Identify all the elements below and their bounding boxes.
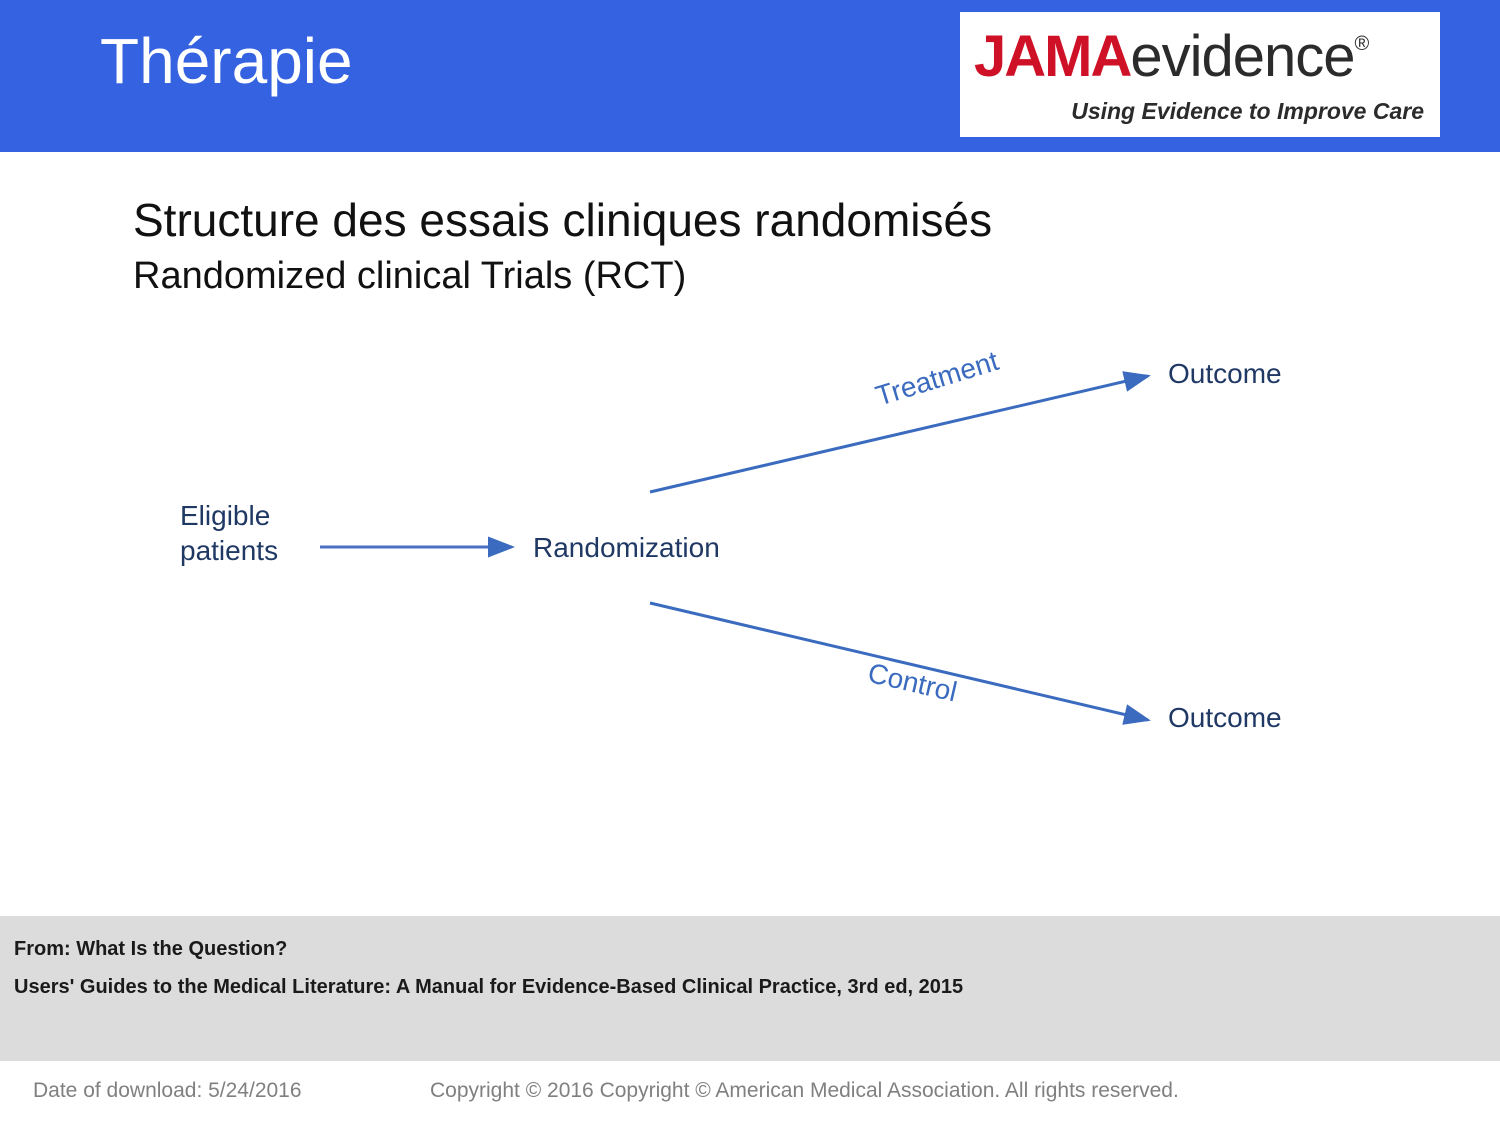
logo-tagline: Using Evidence to Improve Care [1071,98,1424,124]
slide-header-bar [0,0,1500,152]
logo-brand-primary: JAMA [974,24,1131,89]
citation-panel [0,916,1500,1061]
node-eligible-patients-line1: Eligible [180,500,271,531]
page-title: Thérapie [100,25,353,97]
slide-footer [0,1061,1500,1125]
logo-brand-secondary: evidence [1130,24,1355,89]
diagram-canvas [0,320,1500,880]
copyright-notice: Copyright © 2016 Copyright © American Medical Association. All rights reserved. [430,1079,1179,1102]
edge-label-treatment: Treatment [872,344,1003,412]
edge-label-control: Control [865,657,960,708]
citation-source: From: What Is the Question? [14,938,288,960]
node-eligible-patients [180,498,278,568]
rct-flow-diagram [0,320,1500,880]
node-randomization: Randomization [533,532,720,563]
slide-title: Structure des essais cliniques randomisés [133,194,993,246]
node-outcome-treatment: Outcome [1168,358,1282,389]
jama-evidence-logo [960,12,1440,137]
edge-control [650,603,1148,720]
slide-subtitle: Randomized clinical Trials (RCT) [133,255,687,297]
logo-wordmark [974,24,1370,89]
node-outcome-control: Outcome [1168,702,1282,733]
node-eligible-patients-line2: patients [180,535,279,566]
download-date: Date of download: 5/24/2016 [33,1079,302,1102]
citation-reference: Users' Guides to the Medical Literature: A Manual for Evidence-Based Clinical Practice, 3rd ed, 2015 [14,976,964,998]
registered-trademark-icon: ® [1354,33,1370,55]
